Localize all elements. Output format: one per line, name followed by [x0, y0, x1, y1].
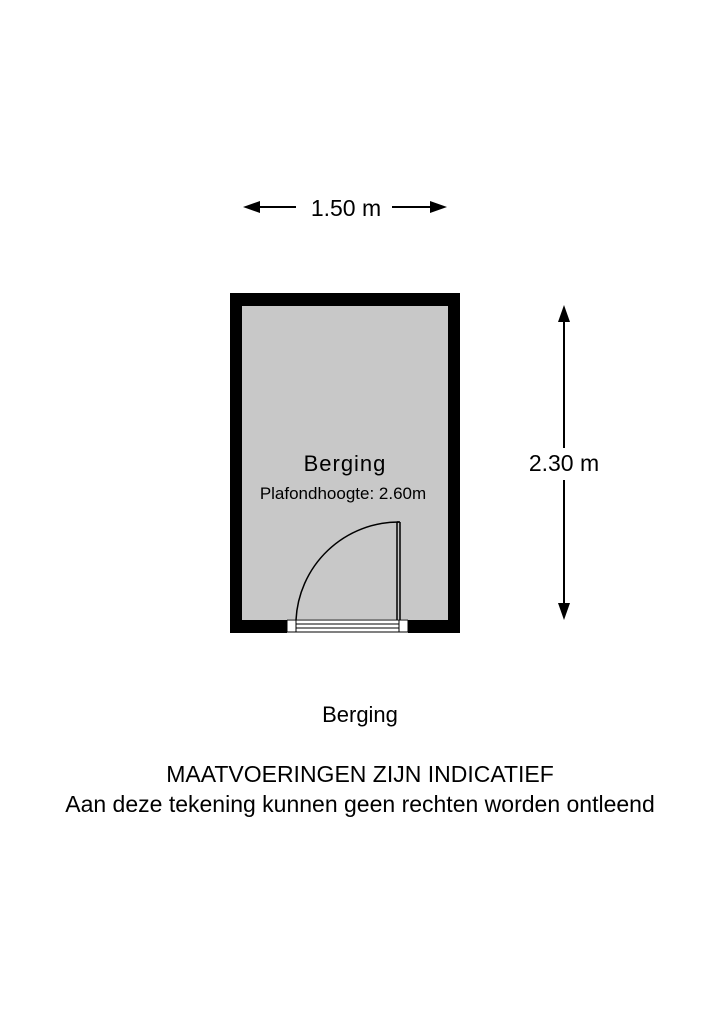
- room-name: Berging: [303, 451, 387, 476]
- ceiling-height-label: Plafondhoogte: 2.60m: [259, 484, 427, 503]
- disclaimer-heading: MAATVOERINGEN ZIJN INDICATIEF: [166, 761, 554, 787]
- height-dimension-label: 2.30 m: [528, 450, 600, 476]
- floor-caption: Berging: [322, 702, 398, 727]
- disclaimer-text: Aan deze tekening kunnen geen rechten worden ontleend: [65, 791, 655, 817]
- width-dimension-label: 1.50 m: [310, 195, 382, 221]
